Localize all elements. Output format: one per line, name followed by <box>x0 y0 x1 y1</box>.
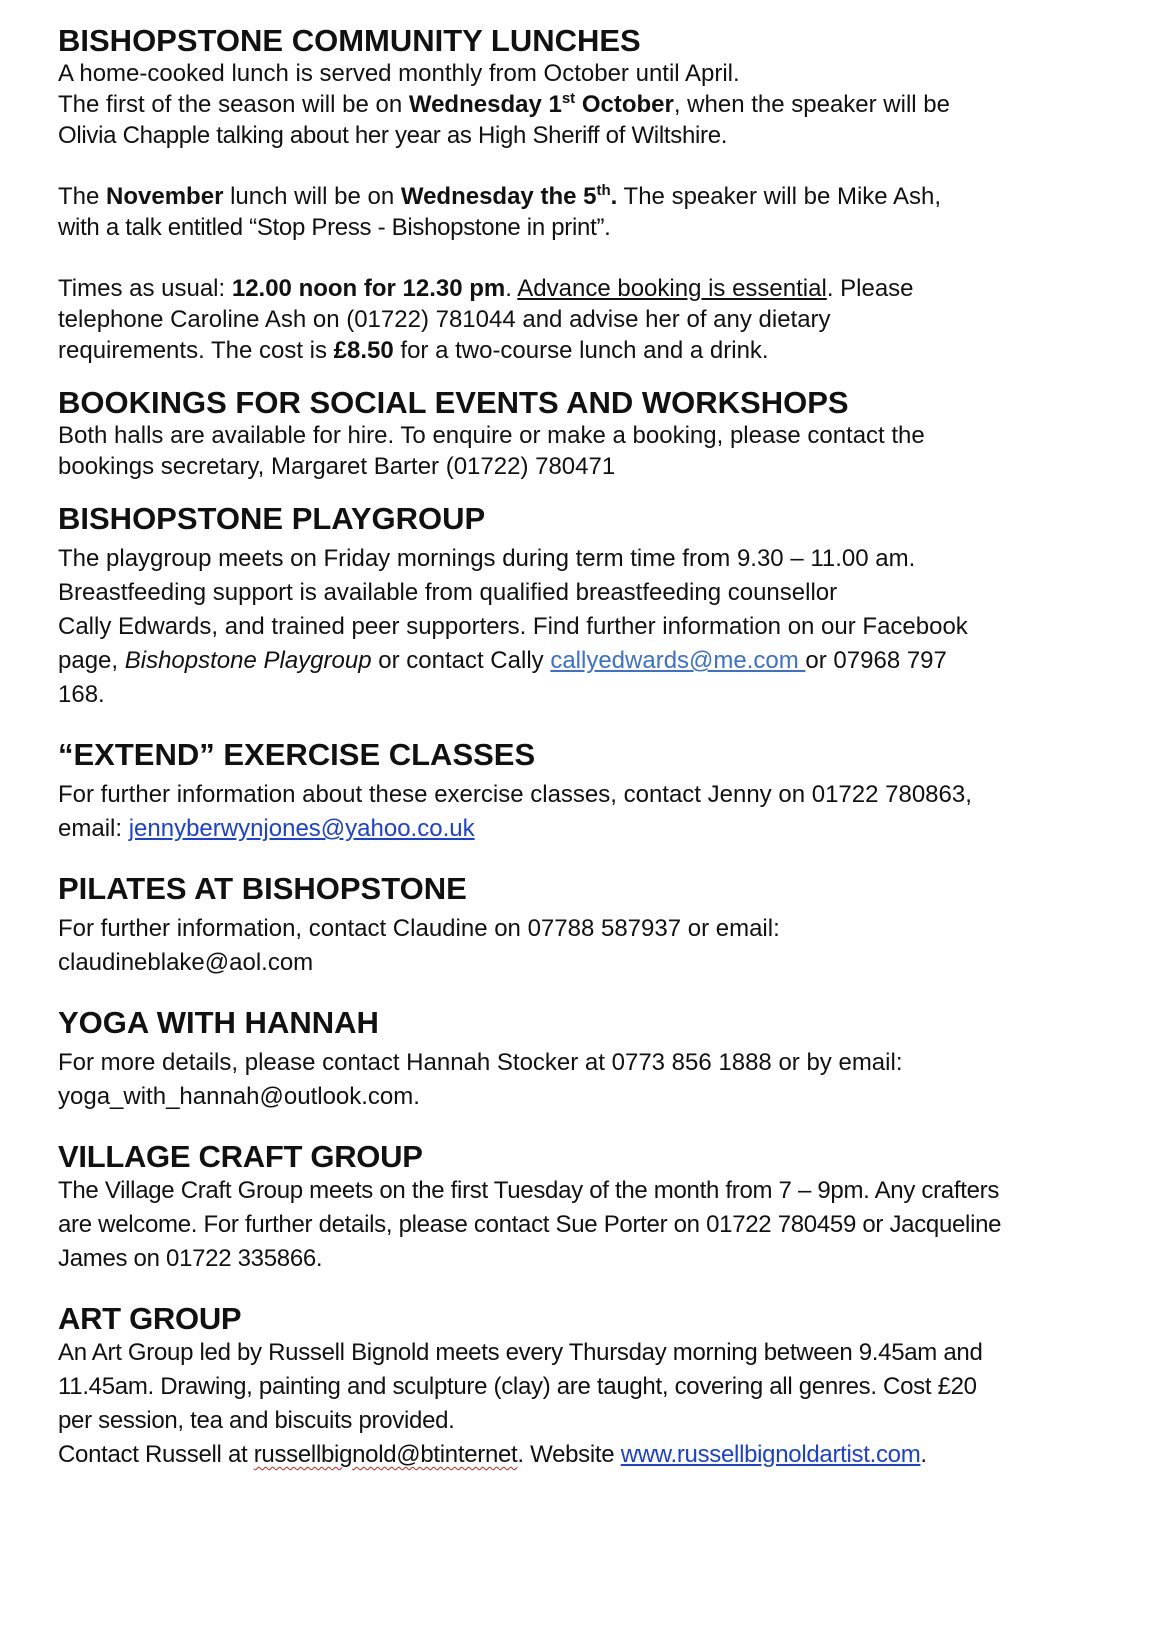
lunches-first-speaker: Olivia Chapple talking about her year as High Sheriff of Wiltshire. <box>58 122 728 149</box>
heading-pilates: PILATES AT BISHOPSTONE <box>58 871 467 906</box>
lunches-telephone: telephone Caroline Ash on (01722) 781044 and advise her of any dietary <box>58 306 831 333</box>
russell-email: russellbignold@btinternet <box>253 1441 518 1468</box>
pilates-line-1: For further information, contact Claudine on 07788 587937 or email: <box>58 915 780 942</box>
bookings-line-2: bookings secretary, Margaret Barter (01722) 780471 <box>58 453 616 480</box>
craft-line-1: The Village Craft Group meets on the first Tuesday of the month from 7 – 9pm. Any crafters <box>58 1177 1000 1204</box>
playgroup-line-1: The playgroup meets on Friday mornings during term time from 9.30 – 11.00 am. <box>58 545 916 572</box>
section-community-lunches <box>58 24 1136 366</box>
heading-yoga: YOGA WITH HANNAH <box>58 1005 379 1040</box>
section-extend-exercise <box>58 738 1136 846</box>
craft-line-2: are welcome. For further details, please contact Sue Porter on 01722 780459 or Jacqueline <box>58 1211 1002 1238</box>
yoga-line-2: yoga_with_hannah@outlook.com. <box>58 1083 420 1110</box>
heading-community-lunches: BISHOPSTONE COMMUNITY LUNCHES <box>58 23 641 58</box>
lunches-times: Times as usual: 12.00 noon for 12.30 pm. Advance booking is essential. Please <box>58 275 914 302</box>
playgroup-line-2: Breastfeeding support is available from qualified breastfeeding counsellor <box>58 579 838 606</box>
lunches-november: The November lunch will be on Wednesday the 5th. The speaker will be Mike Ash, <box>58 182 942 210</box>
russell-website-link[interactable]: www.russellbignoldartist.com <box>620 1441 921 1468</box>
heading-playgroup: BISHOPSTONE PLAYGROUP <box>58 501 486 536</box>
pilates-line-2: claudineblake@aol.com <box>58 949 314 976</box>
playgroup-line-3: Cally Edwards, and trained peer supporters. Find further information on our Facebook <box>58 613 968 640</box>
bookings-line-1: Both halls are available for hire. To enquire or make a booking, please contact the <box>58 422 925 449</box>
art-line-2: 11.45am. Drawing, painting and sculpture (clay) are taught, covering all genres. Cost £20 <box>58 1373 977 1400</box>
lunches-intro: A home-cooked lunch is served monthly from October until April. <box>58 60 740 87</box>
jenny-email-link[interactable]: jennyberwynjones@yahoo.co.uk <box>128 815 475 842</box>
art-line-1: An Art Group led by Russell Bignold meets every Thursday morning between 9.45am and <box>58 1339 983 1366</box>
yoga-line-1: For more details, please contact Hannah Stocker at 0773 856 1888 or by email: <box>58 1049 903 1076</box>
heading-art-group: ART GROUP <box>58 1301 242 1336</box>
craft-line-3: James on 01722 335866. <box>58 1245 323 1272</box>
section-craft-group <box>58 1140 1136 1276</box>
extend-line-1: For further information about these exercise classes, contact Jenny on 01722 780863, <box>58 781 972 808</box>
lunches-first-date: The first of the season will be on Wednesday 1st October, when the speaker will be <box>58 90 950 118</box>
advance-booking-note: Advance booking is essential <box>517 275 827 302</box>
extend-line-2: email: jennyberwynjones@yahoo.co.uk <box>58 815 475 842</box>
section-art-group <box>58 1302 1136 1472</box>
lunches-november-talk: with a talk entitled “Stop Press - Bishopstone in print”. <box>58 214 611 241</box>
playgroup-line-4: page, Bishopstone Playgroup or contact Cally callyedwards@me.com or 07968 797 <box>58 647 947 674</box>
section-playgroup <box>58 502 1136 712</box>
art-line-3: per session, tea and biscuits provided. <box>58 1407 455 1434</box>
heading-bookings: BOOKINGS FOR SOCIAL EVENTS AND WORKSHOPS <box>58 385 849 420</box>
section-bookings <box>58 386 1136 482</box>
section-pilates <box>58 872 1136 980</box>
heading-craft-group: VILLAGE CRAFT GROUP <box>58 1139 423 1174</box>
playgroup-line-5: 168. <box>58 681 105 708</box>
art-line-4: Contact Russell at russellbignold@btinternet. Website www.russellbignoldartist.com. <box>58 1441 927 1468</box>
cally-email-link[interactable]: callyedwards@me.com <box>550 647 806 674</box>
lunches-cost: requirements. The cost is £8.50 for a two-course lunch and a drink. <box>58 337 769 364</box>
heading-extend-exercise: “EXTEND” EXERCISE CLASSES <box>58 737 536 772</box>
section-yoga <box>58 1006 1136 1114</box>
